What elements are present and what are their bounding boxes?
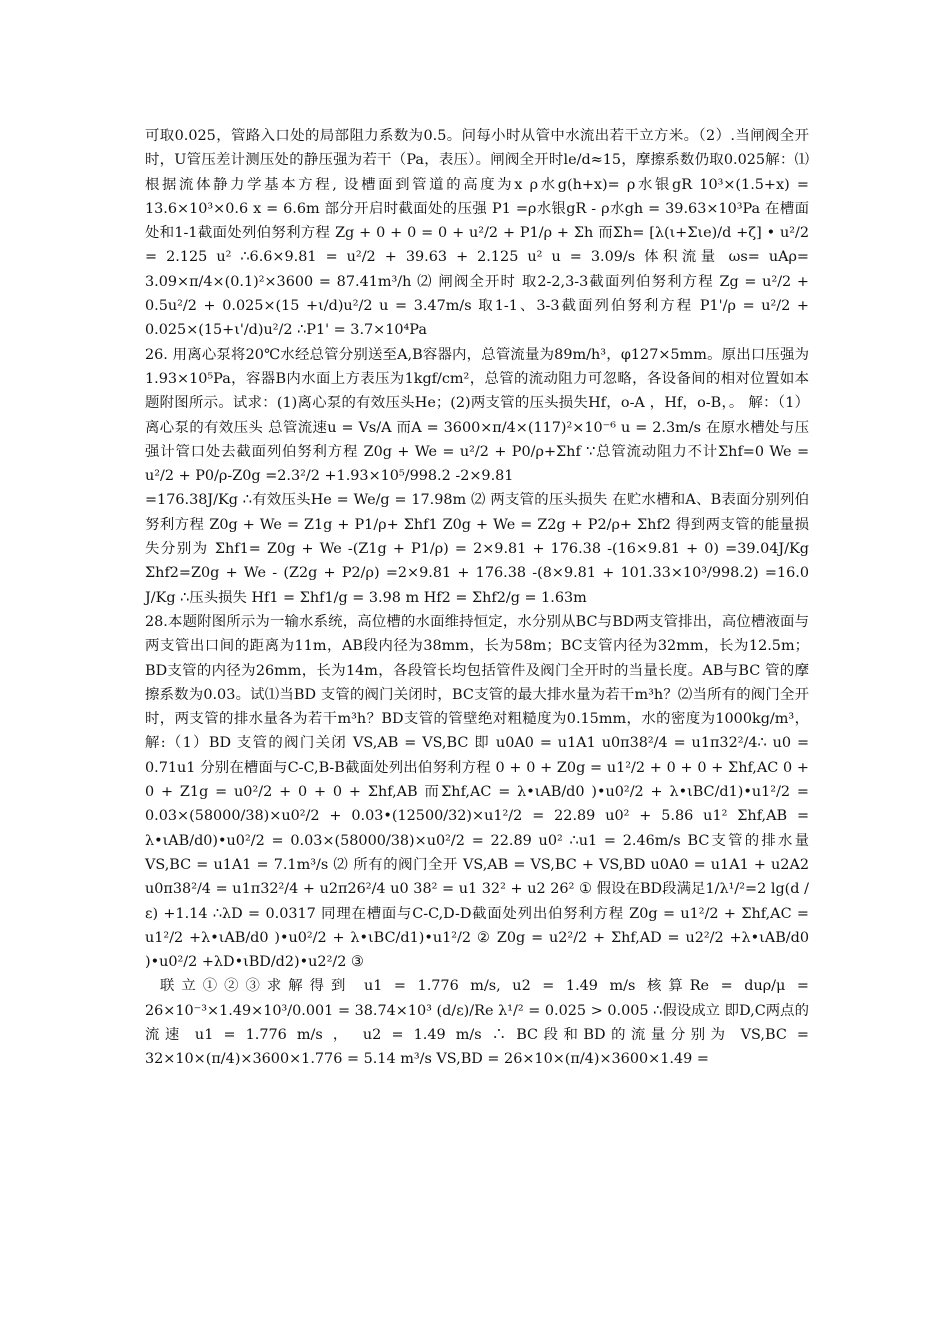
paragraph-problem-28-continued: 联立①②③求解得到 u1 = 1.776 m/s, u2 = 1.49 m/s 核算Re = duρ/μ = 26×10⁻³×1.49×10³/0.001 = 38.74×10³ (d/ε)/Re λ¹/² = 0.025 > 0.005 ∴假设成立 即D,C两点的流速 u1 = 1.776 m/s ， u2 = 1.49 m/s ∴ BC段和BD的流量分别为 VS,BC = 32×10×(π/4)×3600×1.776 = 5.14 m³/s VS,BD = 26×10×(π/4)×3600×1.49 =: [145, 978, 809, 1068]
document-page: [145, 124, 809, 1072]
paragraph-problem-26: 26. 用离心泵将20℃水经总管分别送至A,B容器内，总管流量为89m/h³，φ127×5mm。原出口压强为1.93×10⁵Pa，容器B内水面上方表压为1kgf/cm²，总管的流动阻力可忽略，各设备间的相对位置如本题附图所示。试求：(1)离心泵的有效压头He；(2)两支管的压头损失Hf，o-A ，Hf，o-B，。 解：（1）离心泵的有效压头 总管流速u = Vs/A 而A = 3600×π/4×(117)²×10⁻⁶ u = 2.3m/s 在原水槽处与压强计管口处去截面列伯努利方程 Z0g + We = u²/2 + P0/ρ+Σhf ∵总管流动阻力不计Σhf=0 We = u²/2 + P0/ρ-Z0g =2.3²/2 +1.93×10⁵/998.2 -2×9.81: [145, 346, 809, 485]
paragraph-problem-25-solution: 可取0.025，管路入口处的局部阻力系数为0.5。问每小时从管中水流出若干立方米。（2）.当闸阀全开时，U管压差计测压处的静压强为若干（Pa，表压）。闸阀全开时le/d≈15，摩擦系数仍取0.025解：⑴根据流体静力学基本方程, 设槽面到管道的高度为x ρ水g(h+x)= ρ水银gR 10³×(1.5+x) = 13.6×10³×0.6 x = 6.6m 部分开启时截面处的压强 P1 =ρ水银gR - ρ水gh = 39.63×10³Pa 在槽面处和1-1截面处列伯努利方程 Zg + 0 + 0 = 0 + u²/2 + P1/ρ + Σh 而Σh= [λ(ι+Σιe)/d +ζ] • u²/2 = 2.125 u² ∴6.6×9.81 = u²/2 + 39.63 + 2.125 u² u = 3.09/s 体积流量 ωs= uAρ= 3.09×π/4×(0.1)²×3600 = 87.41m³/h ⑵ 闸阀全开时 取2-2,3-3截面列伯努利方程 Zg = u²/2 + 0.5u²/2 + 0.025×(15 +ι/d)u²/2 u = 3.47m/s 取1-1、3-3截面列伯努利方程 P1'/ρ = u²/2 + 0.025×(15+ι'/d)u²/2 ∴P1' = 3.7×10⁴Pa: [145, 128, 809, 339]
paragraph-problem-28: 28.本题附图所示为一输水系统，高位槽的水面维持恒定，水分别从BC与BD两支管排出，高位槽液面与两支管出口间的距离为11m，AB段内径为38mm，长为58m；BC支管内径为32mm，长为12.5m；BD支管的内径为26mm，长为14m，各段管长均包括管件及阀门全开时的当量长度。AB与BC 管的摩擦系数为0.03。试⑴当BD 支管的阀门关闭时，BC支管的最大排水量为若干m³h？⑵当所有的阀门全开时，两支管的排水量各为若干m³h？BD支管的管壁绝对粗糙度为0.15mm，水的密度为1000kg/m³， 解:（1）BD 支管的阀门关闭 VS,AB = VS,BC 即 u0A0 = u1A1 u0π38²/4 = u1π32²/4∴ u0 = 0.71u1 分别在槽面与C-C,B-B截面处列出伯努利方程 0 + 0 + Z0g = u1²/2 + 0 + 0 + Σhf,AC 0 + 0 + Z1g = u0²/2 + 0 + 0 + Σhf,AB 而Σhf,AC = λ•ιAB/d0 )•u0²/2 + λ•ιBC/d1)•u1²/2 = 0.03×(58000/38)×u0²/2 + 0.03•(12500/32)×u1²/2 = 22.89 u0² + 5.86 u1² Σhf,AB = λ•ιAB/d0)•u0²/2 = 0.03×(58000/38)×u0²/2 = 22.89 u0² ∴u1 = 2.46m/s BC支管的排水量 VS,BC = u1A1 = 7.1m³/s ⑵ 所有的阀门全开 VS,AB = VS,BC + VS,BD u0A0 = u1A1 + u2A2 u0π38²/4 = u1π32²/4 + u2π26²/4 u0 38² = u1 32² + u2 26² ① 假设在BD段满足1/λ¹/²=2 lg(d /ε) +1.14 ∴λD = 0.0317 同理在槽面与C-C,D-D截面处列出伯努利方程 Z0g = u1²/2 + Σhf,AC = u1²/2 +λ•ιAB/d0 )•u0²/2 + λ•ιBC/d1)•u1²/2 ② Z0g = u2²/2 + Σhf,AD = u2²/2 +λ•ιAB/d0 )•u0²/2 +λD•ιBD/d2)•u2²/2 ③: [145, 613, 809, 971]
paragraph-problem-26-continued: =176.38J/Kg ∴有效压头He = We/g = 17.98m ⑵ 两支管的压头损失 在贮水槽和A、B表面分别列伯努利方程 Z0g + We = Z1g + P1/ρ+ Σhf1 Z0g + We = Z2g + P2/ρ+ Σhf2 得到两支管的能量损失分别为 Σhf1= Z0g + We -(Z1g + P1/ρ) = 2×9.81 + 176.38 -(16×9.81 + 0) =39.04J/Kg Σhf2=Z0g + We - (Z2g + P2/ρ) =2×9.81 + 176.38 -(8×9.81 + 101.33×10³/998.2) =16.0 J/Kg ∴压头损失 Hf1 = Σhf1/g = 3.98 m Hf2 = Σhf2/g = 1.63m: [145, 492, 809, 606]
